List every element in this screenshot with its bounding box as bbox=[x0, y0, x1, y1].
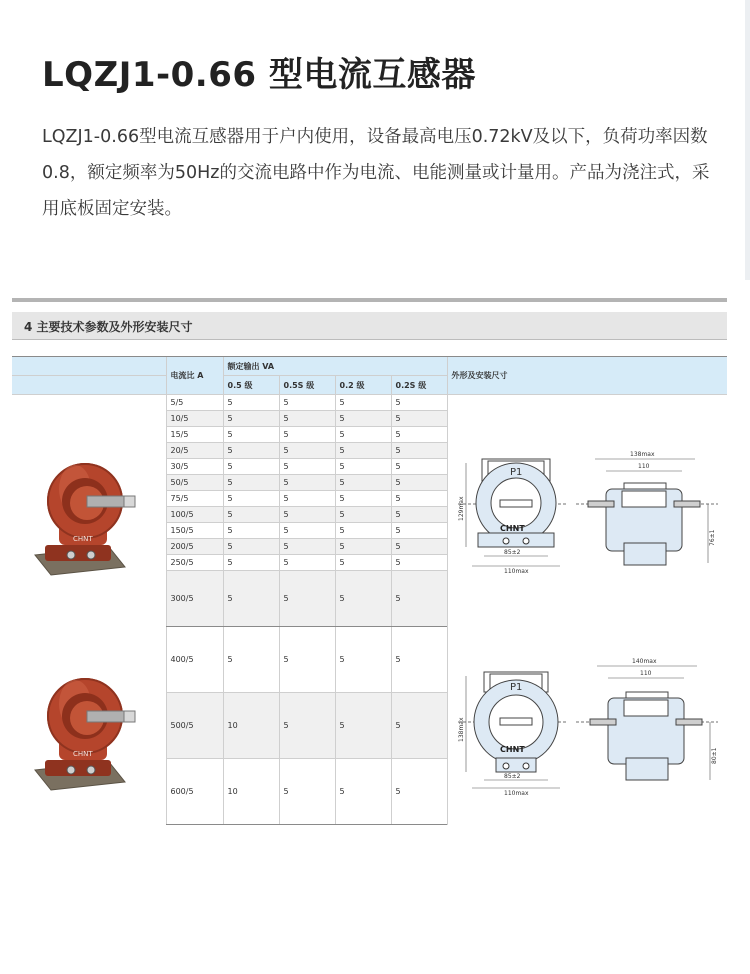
current-ratio-cell: 500/5 bbox=[166, 693, 223, 759]
rated-output-cell: 5 bbox=[335, 491, 391, 507]
rated-output-cell: 5 bbox=[223, 475, 279, 491]
rated-output-cell: 5 bbox=[223, 411, 279, 427]
current-ratio-cell: 400/5 bbox=[166, 627, 223, 693]
rated-output-cell: 5 bbox=[391, 491, 447, 507]
rated-output-cell: 5 bbox=[335, 411, 391, 427]
current-ratio-cell: 250/5 bbox=[166, 555, 223, 571]
rated-output-cell: 5 bbox=[223, 459, 279, 475]
rated-output-cell: 5 bbox=[391, 411, 447, 427]
rated-output-cell: 5 bbox=[391, 443, 447, 459]
rated-output-cell: 5 bbox=[391, 627, 447, 693]
rated-output-cell: 5 bbox=[223, 539, 279, 555]
header-blank bbox=[12, 376, 166, 395]
rated-output-cell: 5 bbox=[279, 491, 335, 507]
header-blank bbox=[12, 357, 166, 376]
rated-output-cell: 5 bbox=[335, 759, 391, 825]
rated-output-cell: 5 bbox=[279, 571, 335, 627]
rated-output-cell: 5 bbox=[391, 539, 447, 555]
rated-output-cell: 5 bbox=[335, 475, 391, 491]
dimension-label: 110max bbox=[503, 567, 529, 575]
current-ratio-cell: 75/5 bbox=[166, 491, 223, 507]
rated-output-cell: 5 bbox=[279, 523, 335, 539]
rated-output-cell: 5 bbox=[391, 475, 447, 491]
dimension-label: 76±1 bbox=[708, 529, 716, 546]
dimension-label: 110max bbox=[503, 789, 529, 797]
rated-output-cell: 5 bbox=[335, 443, 391, 459]
dimension-drawing-cell-2 bbox=[447, 627, 727, 825]
current-ratio-cell: 10/5 bbox=[166, 411, 223, 427]
spec-table bbox=[12, 356, 727, 825]
brand-label: CHNT bbox=[499, 744, 525, 754]
dimension-label: 129max bbox=[457, 496, 465, 521]
rated-output-cell: 5 bbox=[279, 427, 335, 443]
scrollbar-edge[interactable] bbox=[745, 0, 750, 280]
rated-output-cell: 5 bbox=[391, 459, 447, 475]
section-title: 4 主要技术参数及外形安装尺寸 bbox=[24, 320, 193, 334]
dimension-drawing-2 bbox=[448, 646, 728, 806]
dimension-label: 80±1 bbox=[710, 747, 718, 764]
dimension-drawing-cell-1 bbox=[447, 395, 727, 627]
rated-output-cell: 5 bbox=[279, 507, 335, 523]
dimension-label: 140max bbox=[631, 657, 657, 665]
product-photo-2 bbox=[29, 656, 149, 796]
class-header: 0.2S 级 bbox=[391, 376, 447, 395]
rated-output-cell: 5 bbox=[279, 475, 335, 491]
product-photo bbox=[29, 441, 149, 581]
p1-label: P1 bbox=[509, 681, 522, 693]
rated-output-cell: 5 bbox=[391, 523, 447, 539]
dimension-label: 138max bbox=[629, 450, 655, 458]
class-header: 0.5S 级 bbox=[279, 376, 335, 395]
current-ratio-cell: 150/5 bbox=[166, 523, 223, 539]
rated-output-cell: 5 bbox=[223, 555, 279, 571]
current-ratio-cell: 30/5 bbox=[166, 459, 223, 475]
rated-output-cell: 5 bbox=[391, 507, 447, 523]
rated-output-cell: 5 bbox=[335, 507, 391, 523]
rated-output-cell: 5 bbox=[391, 427, 447, 443]
rated-output-cell: 5 bbox=[391, 571, 447, 627]
rated-output-cell: 5 bbox=[223, 523, 279, 539]
rated-output-cell: 5 bbox=[335, 627, 391, 693]
product-photo-cell-2 bbox=[12, 627, 166, 825]
col-ratio-header: 电流比 A bbox=[166, 357, 223, 395]
rated-output-cell: 10 bbox=[223, 759, 279, 825]
rated-output-cell: 5 bbox=[279, 443, 335, 459]
rated-output-cell: 5 bbox=[391, 759, 447, 825]
rated-output-cell: 5 bbox=[335, 427, 391, 443]
rated-output-cell: 5 bbox=[335, 395, 391, 411]
rated-output-cell: 5 bbox=[223, 395, 279, 411]
rated-output-cell: 5 bbox=[335, 523, 391, 539]
section-header bbox=[12, 312, 727, 340]
dimension-drawing-1 bbox=[448, 431, 728, 591]
dimension-label: 85±2 bbox=[503, 772, 520, 780]
rated-output-cell: 5 bbox=[335, 693, 391, 759]
rated-output-cell: 5 bbox=[335, 555, 391, 571]
rated-output-cell: 5 bbox=[223, 627, 279, 693]
rated-output-cell: 5 bbox=[279, 459, 335, 475]
brand-label: CHNT bbox=[499, 523, 525, 533]
rated-output-cell: 5 bbox=[279, 411, 335, 427]
rated-output-cell: 5 bbox=[335, 459, 391, 475]
class-header: 0.2 级 bbox=[335, 376, 391, 395]
dimension-label: 110 bbox=[639, 669, 651, 677]
current-ratio-cell: 300/5 bbox=[166, 571, 223, 627]
dimension-label: 138max bbox=[457, 716, 465, 742]
rated-output-cell: 5 bbox=[391, 555, 447, 571]
current-ratio-cell: 20/5 bbox=[166, 443, 223, 459]
rated-output-cell: 10 bbox=[223, 693, 279, 759]
current-ratio-cell: 5/5 bbox=[166, 395, 223, 411]
class-header: 0.5 级 bbox=[223, 376, 279, 395]
rated-output-cell: 5 bbox=[279, 395, 335, 411]
col-dim-header: 外形及安装尺寸 bbox=[447, 357, 727, 395]
rated-output-cell: 5 bbox=[223, 443, 279, 459]
current-ratio-cell: 50/5 bbox=[166, 475, 223, 491]
rated-output-cell: 5 bbox=[279, 759, 335, 825]
current-ratio-cell: 100/5 bbox=[166, 507, 223, 523]
col-output-header: 额定输出 VA bbox=[223, 357, 447, 376]
page-title: LQZJ1-0.66 型电流互感器 bbox=[42, 55, 476, 95]
rated-output-cell: 5 bbox=[279, 539, 335, 555]
intro-paragraph: LQZJ1-0.66型电流互感器用于户内使用，设备最高电压0.72kV及以下，负荷功率因数0.8，额定频率为50Hz的交流电路中作为电流、电能测量或计量用。产品为浇注式，采用底板固定安装。 bbox=[42, 127, 710, 219]
photo-marking: CHNT bbox=[72, 534, 93, 543]
section-divider bbox=[12, 298, 727, 302]
rated-output-cell: 5 bbox=[335, 571, 391, 627]
rated-output-cell: 5 bbox=[391, 693, 447, 759]
current-ratio-cell: 200/5 bbox=[166, 539, 223, 555]
rated-output-cell: 5 bbox=[279, 555, 335, 571]
photo-marking: CHNT bbox=[72, 749, 93, 758]
product-photo-cell bbox=[12, 395, 166, 627]
current-ratio-cell: 15/5 bbox=[166, 427, 223, 443]
current-ratio-cell: 600/5 bbox=[166, 759, 223, 825]
rated-output-cell: 5 bbox=[391, 395, 447, 411]
rated-output-cell: 5 bbox=[223, 427, 279, 443]
rated-output-cell: 5 bbox=[223, 491, 279, 507]
dimension-label: 110 bbox=[637, 462, 649, 470]
rated-output-cell: 5 bbox=[223, 507, 279, 523]
dimension-label: 85±2 bbox=[503, 548, 520, 556]
rated-output-cell: 5 bbox=[223, 571, 279, 627]
p1-label: P1 bbox=[509, 466, 522, 478]
rated-output-cell: 5 bbox=[279, 693, 335, 759]
rated-output-cell: 5 bbox=[279, 627, 335, 693]
rated-output-cell: 5 bbox=[335, 539, 391, 555]
